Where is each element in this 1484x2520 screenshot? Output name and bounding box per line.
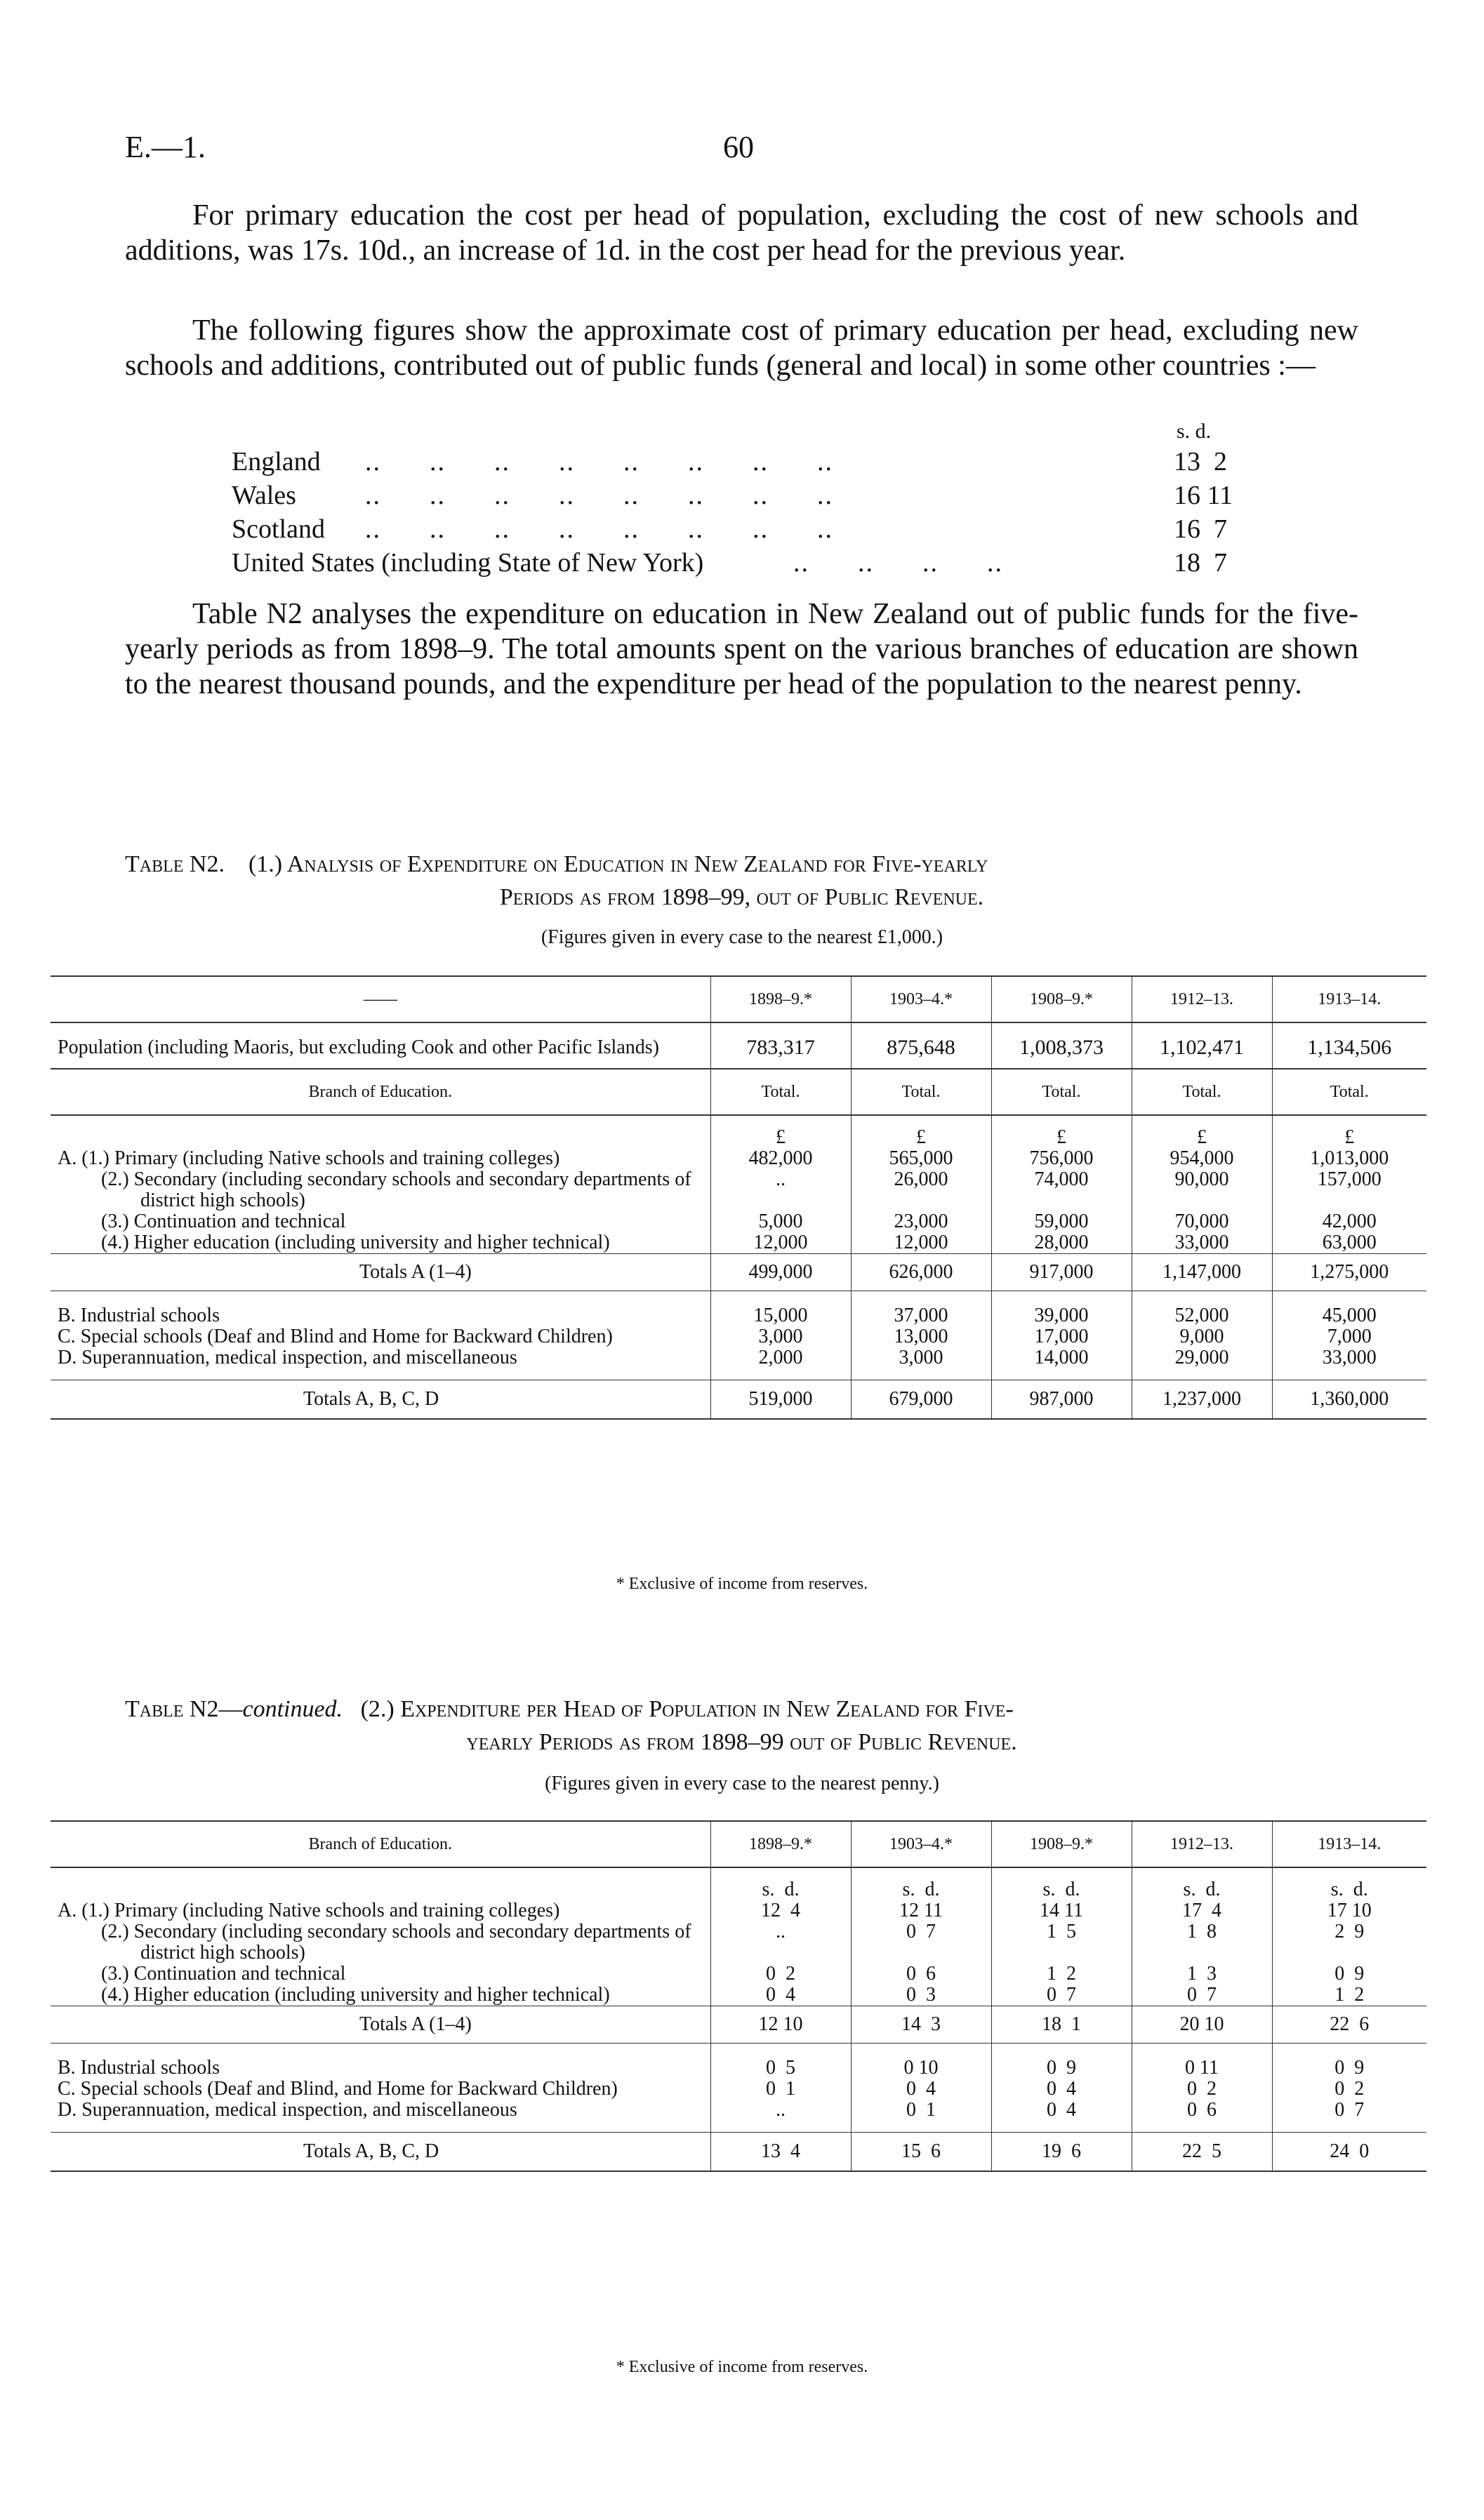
period-header: 1908–9.* [991,976,1132,1022]
countries-units: s. d. [1177,420,1212,443]
cell-value: 0 6 [1132,2100,1272,2133]
cell-value: 12,000 [851,1232,991,1254]
total-value: 1,237,000 [1132,1380,1272,1420]
cell-value: 52,000 [1132,1291,1272,1327]
total-header: Total. [991,1069,1132,1115]
cell-value: 1 8 [1132,1921,1272,1964]
total-header: Total. [1272,1069,1426,1115]
cell-value: 12,000 [710,1232,851,1254]
total-value: 626,000 [851,1254,991,1291]
cell-value: 1 3 [1132,1964,1272,1985]
period-header: 1912–13. [1132,1821,1272,1867]
cell-value: 2 9 [1272,1921,1426,1964]
population-value: 1,134,506 [1272,1022,1426,1069]
table-row [51,2079,1426,2100]
cell-value: 15,000 [710,1291,851,1327]
table2-caption-italic: continued. [242,1696,343,1722]
total-value: 1,147,000 [1132,1254,1272,1291]
paragraph-table-intro: Table N2 analyses the expenditure on education in New Zealand out of public funds for the five-yearly periods as from 1898–9. The total amounts spent on the various branches of education are shown to the nearest thousand pounds, and the expenditure per head of the population to the nearest penny. [125,598,1358,700]
cell-value: 74,000 [991,1169,1132,1211]
leader-dots: .. .. .. .. .. .. .. .. [365,447,833,476]
table-row [51,1169,1426,1211]
cell-value: 3,000 [710,1326,851,1347]
cell-value: 565,000 [851,1148,991,1169]
table-row [51,2100,1426,2133]
totals-all-label: Totals A, B, C, D [51,1380,710,1420]
totals-a-label: Totals A (1–4) [51,1254,710,1291]
period-header: 1898–9.* [710,1821,851,1867]
cell-value: 26,000 [851,1169,991,1211]
row-label: (4.) Higher education (including university and higher technical) [101,1232,610,1253]
period-header: 1903–4.* [851,1821,991,1867]
total-value: 18 1 [991,2006,1132,2044]
cell-value: 9,000 [1132,1326,1272,1347]
cell-value: 37,000 [851,1291,991,1327]
cell-value: 39,000 [991,1291,1132,1327]
cell-value: 0 9 [1272,1964,1426,1985]
currency-symbol: £ [1272,1115,1426,1148]
row-label: (3.) Continuation and technical [101,1211,346,1232]
total-value: 917,000 [991,1254,1132,1291]
row-label: B. Industrial schools [58,2057,220,2079]
cell-value: 42,000 [1272,1211,1426,1232]
cell-value: 0 4 [991,2079,1132,2100]
country-name: United States (including State of New York) [232,548,704,578]
table-row [51,1291,1426,1327]
row-label: (3.) Continuation and technical [101,1963,346,1985]
cell-value: 2,000 [710,1347,851,1380]
cell-value: 1 2 [1272,1985,1426,2006]
cell-value: 33,000 [1272,1347,1426,1380]
cell-value: 0 1 [851,2100,991,2133]
country-value: 13 2 [1174,447,1227,476]
total-value: 1,360,000 [1272,1380,1426,1420]
total-value: 22 5 [1132,2133,1272,2172]
branch-label: Branch of Education. [51,1069,710,1115]
total-value: 19 6 [991,2133,1132,2172]
total-value: 24 0 [1272,2133,1426,2172]
period-header: 1912–13. [1132,976,1272,1022]
cell-value: 90,000 [1132,1169,1272,1211]
total-value: 22 6 [1272,2006,1426,2044]
cell-value: 0 4 [851,2079,991,2100]
header-dash: —— [51,976,710,1022]
totals-a-label: Totals A (1–4) [51,2006,710,2044]
total-value: 499,000 [710,1254,851,1291]
cell-value: .. [710,1921,851,1964]
population-value: 1,008,373 [991,1022,1132,1069]
cell-value: 14,000 [991,1347,1132,1380]
table2-caption-line2: yearly Periods as from 1898–99 out of Public Revenue. [466,1729,1017,1755]
cell-value: 5,000 [710,1211,851,1232]
cell-value: 0 4 [991,2100,1132,2133]
leader-dots: .. .. .. .. .. .. .. .. [365,481,833,510]
table-row [51,1211,1426,1232]
total-value: 12 10 [710,2006,851,2044]
units-label: s. d. [1272,1867,1426,1900]
population-value: 875,648 [851,1022,991,1069]
cell-value: 0 10 [851,2044,991,2079]
units-label: s. d. [1132,1867,1272,1900]
table1-expenditure [51,975,1426,1422]
units-row [51,1867,1426,1900]
cell-value: 14 11 [991,1900,1132,1921]
cell-value: 13,000 [851,1326,991,1347]
cell-value: 0 9 [991,2044,1132,2079]
table2-per-head [51,1820,1426,2175]
currency-symbol: £ [1132,1115,1272,1148]
table1-subcaption: (Figures given in every case to the nearest £1,000.) [541,926,943,948]
cell-value: 0 7 [851,1921,991,1964]
row-label: D. Superannuation, medical inspection, and miscellaneous [58,1347,517,1368]
cell-value: 23,000 [851,1211,991,1232]
cell-value: 0 4 [710,1985,851,2006]
cell-value: 29,000 [1132,1347,1272,1380]
page-number: 60 [723,130,754,164]
cell-value: 17 10 [1272,1900,1426,1921]
period-header: 1903–4.* [851,976,991,1022]
table1-caption-line2: Periods as from 1898–99, out of Public Revenue. [499,884,984,910]
table2-caption-prefix: Table N2— [125,1696,243,1722]
table-row [51,1148,1426,1169]
cell-value: 12 4 [710,1900,851,1921]
cell-value: 33,000 [1132,1232,1272,1254]
leader-dots: .. .. .. .. [793,548,1003,578]
branch-header-row [51,1069,1426,1115]
currency-symbol: £ [851,1115,991,1148]
table2-subcaption: (Figures given in every case to the nearest penny.) [545,1773,939,1794]
branch-label: Branch of Education. [51,1821,710,1867]
total-value: 13 4 [710,2133,851,2172]
cell-value: 0 2 [710,1964,851,1985]
currency-symbol: £ [991,1115,1132,1148]
table-row [51,1326,1426,1347]
cell-value: 0 11 [1132,2044,1272,2079]
population-row [51,1022,1426,1069]
cell-value: 12 11 [851,1900,991,1921]
cell-value: 45,000 [1272,1291,1426,1327]
cell-value: 0 2 [1132,2079,1272,2100]
currency-symbol: £ [710,1115,851,1148]
cell-value: 0 2 [1272,2079,1426,2100]
cell-value: 59,000 [991,1211,1132,1232]
cell-value: 7,000 [1272,1326,1426,1347]
units-label: s. d. [851,1867,991,1900]
cell-value: 28,000 [991,1232,1132,1254]
cell-value: 1 2 [991,1964,1132,1985]
paragraph-other-countries: The following figures show the approximate cost of primary education per head, excluding new schools and additions, contributed out of public funds (general and local) in some other countries :— [125,314,1358,382]
table1-caption-line1: (1.) Analysis of Expenditure on Education in New Zealand for Five-yearly [248,851,988,877]
row-label: (4.) Higher education (including university and higher technical) [101,1984,610,2006]
cell-value: 954,000 [1132,1148,1272,1169]
totals-all-label: Totals A, B, C, D [51,2133,710,2172]
cell-value: 482,000 [710,1148,851,1169]
units-label: s. d. [991,1867,1132,1900]
cell-value: 0 3 [851,1985,991,2006]
row-label: A. (1.) Primary (including Native schools and training colleges) [58,1147,560,1169]
total-value: 14 3 [851,2006,991,2044]
population-value: 783,317 [710,1022,851,1069]
total-value: 1,275,000 [1272,1254,1426,1291]
row-label: A. (1.) Primary (including Native schools and training colleges) [58,1900,560,1921]
total-header: Total. [1132,1069,1272,1115]
period-header: 1908–9.* [991,1821,1132,1867]
table-row [51,1921,1426,1964]
population-label: Population (including Maoris, but excluding Cook and other Pacific Islands) [58,1036,659,1058]
cell-value: 0 7 [991,1985,1132,2006]
document-reference: E.—1. [125,130,206,164]
totals-all-row [51,2133,1426,2172]
country-name: England [232,447,321,476]
table1-footnote: * Exclusive of income from reserves. [616,1575,868,1593]
cell-value: 63,000 [1272,1232,1426,1254]
table-row [51,1232,1426,1254]
total-value: 15 6 [851,2133,991,2172]
row-label: (2.) Secondary (including secondary schools and secondary departments of district high schools) [101,1921,691,1964]
cell-value: 756,000 [991,1148,1132,1169]
total-value: 519,000 [710,1380,851,1420]
cell-value: 17 4 [1132,1900,1272,1921]
units-label: s. d. [710,1867,851,1900]
totals-a-row [51,1254,1426,1291]
table-row [51,2044,1426,2079]
total-value: 987,000 [991,1380,1132,1420]
country-name: Wales [232,481,296,510]
period-header: 1898–9.* [710,976,851,1022]
total-header: Total. [851,1069,991,1115]
table-row [51,1900,1426,1921]
cell-value: 0 6 [851,1964,991,1985]
cell-value: .. [710,2100,851,2133]
cell-value: 0 5 [710,2044,851,2079]
table1-caption-prefix: Table N2. [125,851,225,877]
cell-value: .. [710,1169,851,1211]
cell-value: 3,000 [851,1347,991,1380]
population-value: 1,102,471 [1132,1022,1272,1069]
cell-value: 0 7 [1132,1985,1272,2006]
total-value: 20 10 [1132,2006,1272,2044]
row-label: C. Special schools (Deaf and Blind, and Home for Backward Children) [58,2078,618,2100]
cell-value: 0 9 [1272,2044,1426,2079]
cell-value: 17,000 [991,1326,1132,1347]
country-value: 18 7 [1174,548,1227,578]
totals-all-row [51,1380,1426,1420]
total-value: 679,000 [851,1380,991,1420]
table2-caption [125,1693,1358,1759]
table-row [51,1347,1426,1380]
cell-value: 1,013,000 [1272,1148,1426,1169]
leader-dots: .. .. .. .. .. .. .. .. [365,514,833,544]
cell-value: 70,000 [1132,1211,1272,1232]
total-header: Total. [710,1069,851,1115]
table2-footnote: * Exclusive of income from reserves. [616,2358,868,2376]
table-row [51,1964,1426,1985]
country-value: 16 11 [1174,481,1233,510]
cell-value: 157,000 [1272,1169,1426,1211]
period-header: 1913–14. [1272,976,1426,1022]
cell-value: 0 7 [1272,2100,1426,2133]
table-row [51,1985,1426,2006]
country-name: Scotland [232,514,325,544]
row-label: B. Industrial schools [58,1305,220,1326]
table-header-row [51,976,1426,1022]
table-header-row [51,1821,1426,1867]
cell-value: 0 1 [710,2079,851,2100]
row-label: D. Superannuation, medical inspection, and miscellaneous [58,2099,517,2121]
row-label: (2.) Secondary (including secondary schools and secondary departments of district high schools) [101,1168,691,1211]
cell-value: 1 5 [991,1921,1132,1964]
table1-caption [125,848,1358,914]
row-label: C. Special schools (Deaf and Blind and Home for Backward Children) [58,1326,613,1347]
table2-caption-line1: (2.) Expenditure per Head of Population in New Zealand for Five- [360,1696,1014,1722]
period-header: 1913–14. [1272,1821,1426,1867]
country-value: 16 7 [1174,514,1227,544]
totals-a-row [51,2006,1426,2044]
currency-row [51,1115,1426,1148]
paragraph-primary-cost: For primary education the cost per head of population, excluding the cost of new schools and additions, was 17s. 10d., an increase of 1d. in the cost per head for the previous year. [125,199,1358,267]
